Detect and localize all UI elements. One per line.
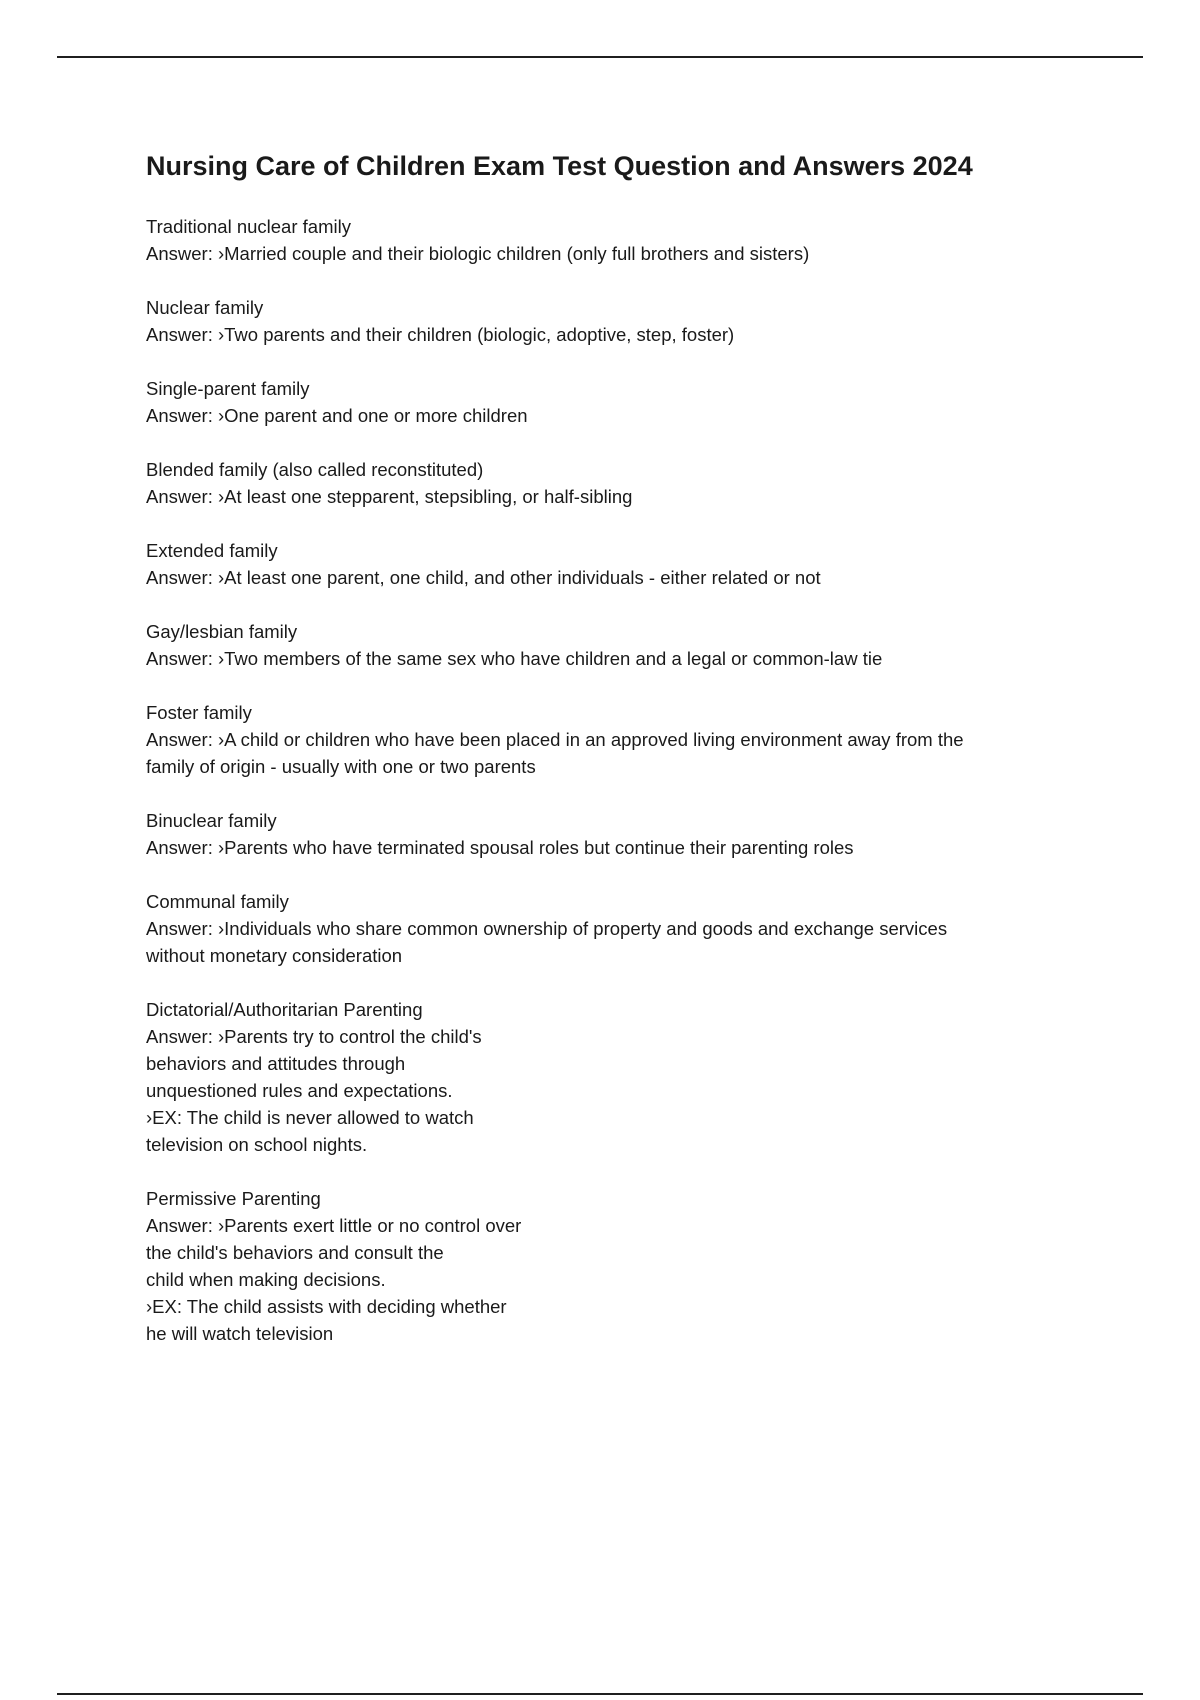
- answer-prefix: Answer: ›: [146, 405, 225, 426]
- answer-line: [146, 321, 1076, 348]
- answer-line: without monetary consideration: [146, 945, 403, 966]
- answer-text: [146, 483, 1076, 510]
- answer-line-text: Individuals who share common ownership of property and goods and exchange services: [224, 918, 948, 939]
- answer-line-text: Two members of the same sex who have children and a legal or common-law tie: [224, 648, 883, 669]
- answer-line: [146, 1212, 1076, 1239]
- answer-line-text: Parents try to control the child's: [224, 1026, 482, 1047]
- answer-line: [146, 564, 1076, 591]
- qa-item: [146, 618, 1076, 672]
- question-term: Dictatorial/Authoritarian Parenting: [146, 999, 423, 1020]
- answer-text: [146, 1212, 1076, 1347]
- answer-line-text: Parents who have terminated spousal roles but continue their parenting roles: [224, 837, 854, 858]
- question-term: Traditional nuclear family: [146, 216, 351, 237]
- question-term: Binuclear family: [146, 810, 277, 831]
- answer-line: television on school nights.: [146, 1134, 368, 1155]
- question-term: Foster family: [146, 702, 252, 723]
- qa-item: [146, 213, 1076, 267]
- answer-line-text: Married couple and their biologic children (only full brothers and sisters): [224, 243, 810, 264]
- answer-line: ›EX: The child assists with deciding whether: [146, 1296, 507, 1317]
- answer-prefix: Answer: ›: [146, 837, 225, 858]
- answer-text: [146, 645, 1076, 672]
- answer-prefix: Answer: ›: [146, 567, 225, 588]
- answer-line: [146, 240, 1076, 267]
- answer-line: ›EX: The child is never allowed to watch: [146, 1107, 474, 1128]
- answer-prefix: Answer: ›: [146, 1026, 225, 1047]
- qa-item: [146, 807, 1076, 861]
- answer-prefix: Answer: ›: [146, 648, 225, 669]
- answer-line: [146, 915, 1076, 942]
- question-term: Permissive Parenting: [146, 1188, 321, 1209]
- qa-item: [146, 996, 1076, 1158]
- answer-text: [146, 1023, 1076, 1158]
- answer-prefix: Answer: ›: [146, 729, 225, 750]
- qa-item: [146, 1185, 1076, 1347]
- answer-line-text: Parents exert little or no control over: [224, 1215, 522, 1236]
- answer-line: unquestioned rules and expectations.: [146, 1080, 453, 1101]
- answer-line: behaviors and attitudes through: [146, 1053, 406, 1074]
- answer-line-text: One parent and one or more children: [224, 405, 528, 426]
- answer-line-text: A child or children who have been placed in an approved living environment away from the: [224, 729, 964, 750]
- answer-line: [146, 402, 1076, 429]
- answer-prefix: Answer: ›: [146, 486, 225, 507]
- answer-line: family of origin - usually with one or two parents: [146, 756, 536, 777]
- question-term: Single-parent family: [146, 378, 310, 399]
- qa-list: [146, 213, 1076, 1347]
- document-body: [146, 148, 1076, 1374]
- answer-text: [146, 726, 1076, 780]
- qa-item: [146, 699, 1076, 780]
- answer-prefix: Answer: ›: [146, 243, 225, 264]
- answer-text: [146, 240, 1076, 267]
- question-term: Communal family: [146, 891, 289, 912]
- answer-line: the child's behaviors and consult the: [146, 1242, 444, 1263]
- answer-prefix: Answer: ›: [146, 1215, 225, 1236]
- answer-text: [146, 915, 1076, 969]
- question-term: Nuclear family: [146, 297, 264, 318]
- bottom-divider: [57, 1693, 1143, 1695]
- answer-line-text: Two parents and their children (biologic, adoptive, step, foster): [224, 324, 735, 345]
- answer-prefix: Answer: ›: [146, 918, 225, 939]
- answer-line: [146, 834, 1076, 861]
- answer-line: [146, 726, 1076, 753]
- answer-text: [146, 321, 1076, 348]
- answer-prefix: Answer: ›: [146, 324, 225, 345]
- qa-item: [146, 294, 1076, 348]
- qa-item: [146, 375, 1076, 429]
- answer-line-text: At least one parent, one child, and other individuals - either related or not: [224, 567, 821, 588]
- question-term: Extended family: [146, 540, 278, 561]
- question-term: Blended family (also called reconstituted): [146, 459, 484, 480]
- answer-text: [146, 564, 1076, 591]
- answer-line: [146, 1023, 1076, 1050]
- top-divider: [57, 56, 1143, 58]
- answer-line: child when making decisions.: [146, 1269, 386, 1290]
- answer-line-text: At least one stepparent, stepsibling, or half-sibling: [224, 486, 633, 507]
- qa-item: [146, 456, 1076, 510]
- page-title: Nursing Care of Children Exam Test Question and Answers 2024: [146, 151, 973, 181]
- answer-line: [146, 645, 1076, 672]
- answer-line: he will watch television: [146, 1323, 334, 1344]
- answer-line: [146, 483, 1076, 510]
- qa-item: [146, 537, 1076, 591]
- answer-text: [146, 402, 1076, 429]
- question-term: Gay/lesbian family: [146, 621, 298, 642]
- qa-item: [146, 888, 1076, 969]
- answer-text: [146, 834, 1076, 861]
